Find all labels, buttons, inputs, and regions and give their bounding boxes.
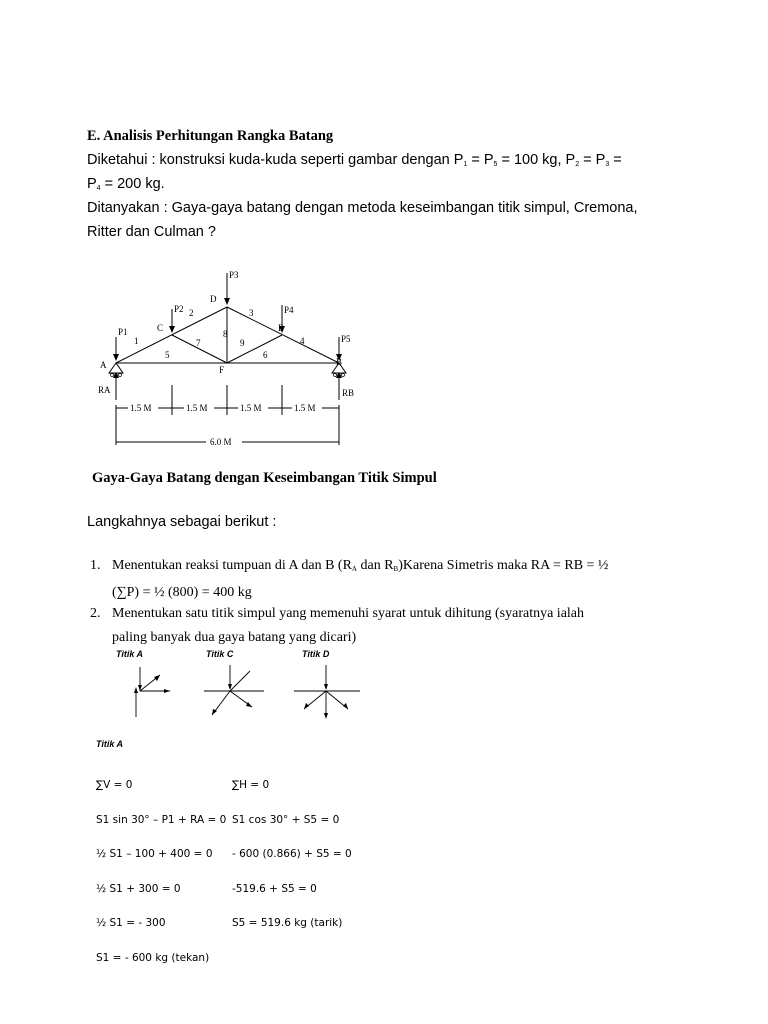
span-label: 1.5 M: [130, 403, 152, 413]
arrowhead: [304, 703, 309, 709]
roller: [119, 374, 122, 377]
subscript: B: [393, 565, 399, 573]
calc-line: ½ S1 + 300 = 0: [96, 882, 181, 895]
calc-horizontal: [232, 757, 352, 941]
subscript: A: [351, 565, 357, 573]
calc-line: ½ S1 – 100 + 400 = 0: [96, 848, 213, 860]
joint-title-c: Titik C: [206, 649, 234, 659]
member-label-7: 7: [196, 338, 201, 348]
node-b: B: [336, 357, 343, 367]
calc-line: ∑V = 0: [96, 779, 133, 791]
arrowhead: [343, 703, 348, 709]
node-d: D: [210, 294, 217, 304]
subscript: 4: [96, 185, 101, 192]
arrowhead: [154, 675, 160, 681]
calc-line: S1 sin 30° – P1 + RA = 0: [96, 813, 227, 826]
subscript: 1: [463, 161, 468, 168]
calc-line: ∑H = 0: [232, 779, 270, 791]
member-label-2: 2: [189, 308, 194, 318]
node-a: A: [100, 360, 107, 370]
label-rb: RB: [342, 388, 355, 398]
member-label-8: 8: [223, 329, 228, 339]
given-text: =: [609, 152, 622, 168]
subscript: 5: [493, 161, 498, 168]
step-1-line-2: (∑P) = ½ (800) = 400 kg: [112, 585, 252, 600]
node-e: E: [278, 323, 284, 333]
node-c: C: [157, 323, 164, 333]
given-line-2: [87, 176, 165, 192]
arrowhead: [324, 684, 328, 690]
arrowhead: [169, 326, 175, 333]
given-text: Diketahui : konstruksi kuda-kuda seperti gambar dengan P: [87, 152, 464, 168]
section-heading-e: E. Analisis Perhitungan Rangka Batang: [87, 128, 334, 144]
given-line-1: [87, 152, 622, 168]
label-p4: P4: [284, 305, 294, 315]
member-label-4: 4: [300, 336, 305, 346]
step-text: dan R: [356, 558, 394, 573]
roller: [342, 374, 345, 377]
arrowhead: [134, 687, 138, 693]
given-text: = 200 kg.: [100, 176, 165, 192]
calc-line: ½ S1 = - 300: [96, 917, 166, 929]
span-label: 1.5 M: [186, 403, 208, 413]
span-label: 1.5 M: [294, 403, 316, 413]
member-label-3: 3: [249, 308, 254, 318]
step-text: )Karena Simetris maka RA = RB = ½: [398, 558, 609, 573]
calc-title: [96, 737, 156, 756]
subscript: 2: [575, 161, 580, 168]
arrowhead: [164, 689, 170, 693]
section-heading-titik-simpul: Gaya-Gaya Batang dengan Keseimbangan Titik Simpul: [92, 470, 437, 486]
calc-line: -519.6 + S5 = 0: [232, 882, 317, 895]
step-number: 1.: [90, 558, 101, 573]
calc-line: - 600 (0.866) + S5 = 0: [232, 848, 352, 860]
support-a: [109, 363, 123, 373]
label-p5: P5: [341, 334, 351, 344]
given-text: P: [87, 176, 97, 192]
label-p1: P1: [118, 327, 128, 337]
asked-line-2: Ritter dan Culman ?: [87, 224, 216, 240]
member-label-5: 5: [165, 350, 170, 360]
arrowhead: [113, 354, 119, 361]
total-span-label: 6.0 M: [210, 437, 232, 447]
asked-line-1: Ditanyakan : Gaya-gaya batang dengan metoda keseimbangan titik simpul, Cremona,: [87, 200, 638, 216]
span-label: 1.5 M: [240, 403, 262, 413]
joint-title-d: Titik D: [302, 649, 330, 659]
node-f: F: [219, 365, 225, 375]
step-text: Menentukan reaksi tumpuan di A dan B (R: [112, 558, 352, 573]
calc-line: S1 = - 600 kg (tekan): [96, 951, 210, 964]
calc-title-text: Titik A: [96, 739, 124, 749]
step-2-line-2: paling banyak dua gaya batang yang dicari): [112, 630, 357, 645]
calc-vertical: [96, 757, 226, 976]
joint-title-a: Titik A: [116, 649, 144, 659]
subscript: 3: [605, 161, 610, 168]
truss-diagram: [92, 265, 362, 460]
step-1-line-1: [112, 554, 672, 581]
intro-text: Langkahnya sebagai berikut :: [87, 514, 277, 530]
roller: [334, 374, 337, 377]
joint-c-force: [230, 671, 250, 691]
calc-title-svg: [96, 737, 156, 751]
roller: [111, 374, 114, 377]
calc-line: S5 = 519.6 kg (tarik): [232, 917, 343, 929]
given-text: = P: [579, 152, 606, 168]
member-label-1: 1: [134, 336, 139, 346]
step-2: [90, 602, 672, 650]
label-p3: P3: [229, 270, 239, 280]
arrowhead: [224, 298, 230, 305]
given-text: = 100 kg, P: [497, 152, 576, 168]
member-label-9: 9: [240, 338, 245, 348]
member-9: [227, 335, 282, 363]
label-ra: RA: [98, 385, 111, 395]
step-2-line-1: Menentukan satu titik simpul yang memenuhi syarat untuk dihitung (syaratnya ialah: [112, 606, 585, 621]
given-text: = P: [467, 152, 494, 168]
joint-diagrams: [108, 645, 378, 727]
arrowhead: [324, 713, 328, 719]
step-1: [90, 554, 672, 605]
calc-line: S1 cos 30° + S5 = 0: [232, 813, 340, 826]
member-label-6: 6: [263, 350, 268, 360]
label-p2: P2: [174, 304, 184, 314]
step-number: 2.: [90, 606, 101, 621]
